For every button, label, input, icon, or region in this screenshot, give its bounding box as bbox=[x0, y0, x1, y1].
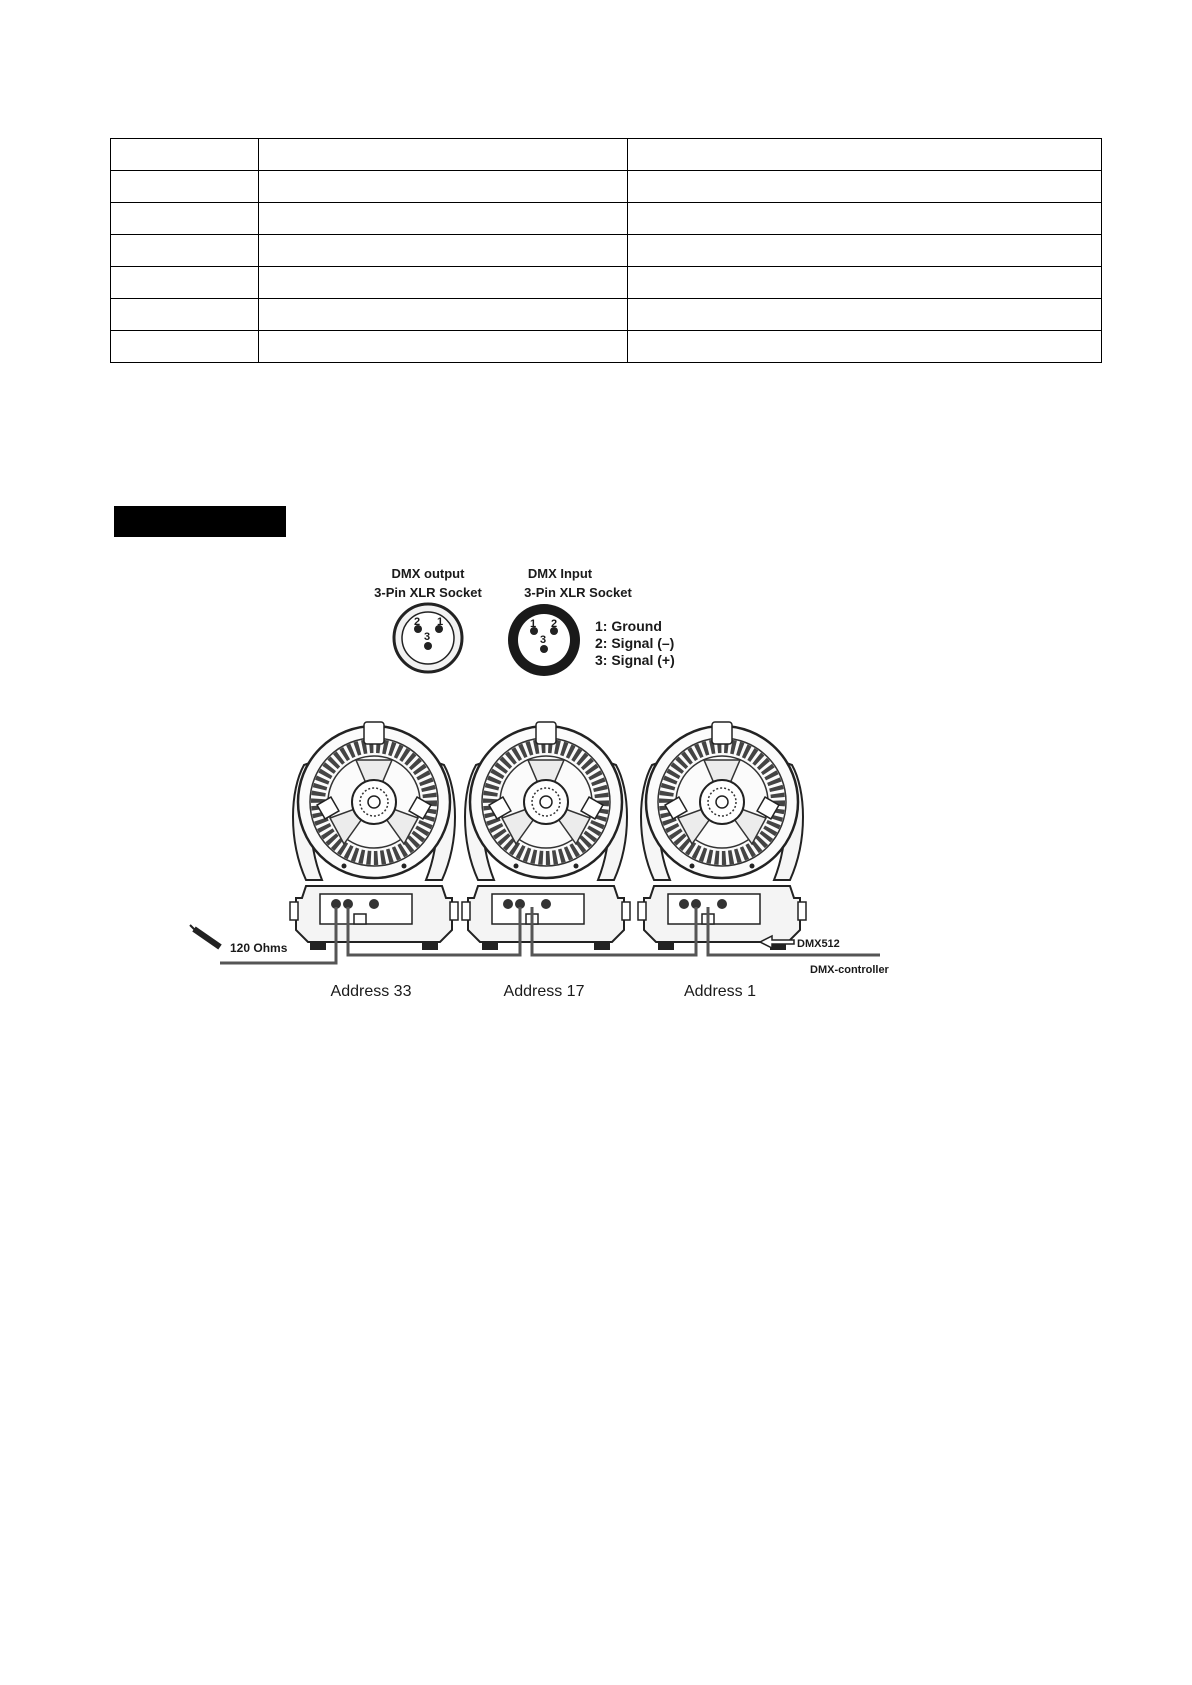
redacted-heading-bar bbox=[114, 506, 286, 537]
dmx-input-socket-icon bbox=[508, 604, 580, 676]
moving-head-fixture-1 bbox=[290, 722, 458, 950]
table-cell bbox=[628, 171, 1102, 203]
table-cell bbox=[258, 203, 628, 235]
terminator-plug-icon bbox=[190, 925, 220, 947]
dmx-input-label-line2: 3-Pin XLR Socket bbox=[524, 585, 632, 600]
dmx-output-pin-c: 3 bbox=[424, 631, 431, 643]
table-cell bbox=[258, 267, 628, 299]
dmx512-label: DMX512 bbox=[797, 938, 840, 950]
dmx-output-label-line1: DMX output bbox=[391, 566, 465, 581]
dmx-wiring-diagram bbox=[180, 555, 900, 1015]
dmx-output-pin-b: 1 bbox=[437, 616, 444, 628]
table-cell bbox=[258, 171, 628, 203]
moving-head-fixture-2 bbox=[462, 722, 630, 950]
table-cell bbox=[628, 299, 1102, 331]
table-cell bbox=[628, 267, 1102, 299]
table-cell bbox=[258, 235, 628, 267]
dmx-output-pin-a: 2 bbox=[414, 616, 421, 628]
pin-legend-signal-minus: 2: Signal (–) bbox=[595, 635, 675, 651]
table-cell bbox=[258, 299, 628, 331]
table-row bbox=[111, 235, 1102, 267]
table-cell bbox=[111, 299, 259, 331]
table-row bbox=[111, 171, 1102, 203]
data-table bbox=[110, 138, 1102, 363]
table-body bbox=[111, 139, 1102, 363]
dmx-input-label-line1: DMX Input bbox=[527, 566, 593, 581]
table-cell bbox=[111, 267, 259, 299]
terminator-label: 120 Ohms bbox=[230, 941, 288, 955]
table-row bbox=[111, 299, 1102, 331]
pin-legend-signal-plus: 3: Signal (+) bbox=[595, 652, 675, 668]
table-cell bbox=[628, 235, 1102, 267]
dmx-input-pin-c: 3 bbox=[540, 634, 547, 646]
table-cell bbox=[111, 139, 259, 171]
table-cell bbox=[111, 235, 259, 267]
dmx-input-pin-b: 2 bbox=[551, 618, 558, 630]
table-cell bbox=[111, 171, 259, 203]
table-cell bbox=[258, 331, 628, 363]
moving-head-fixture-3 bbox=[638, 722, 806, 950]
dmx-output-socket-icon bbox=[394, 604, 462, 672]
table-row bbox=[111, 331, 1102, 363]
address-label-fixture-2: Address 17 bbox=[503, 983, 585, 1000]
table-row bbox=[111, 203, 1102, 235]
address-label-fixture-1: Address 33 bbox=[330, 983, 412, 1000]
table-cell bbox=[111, 203, 259, 235]
table-row bbox=[111, 267, 1102, 299]
table-cell bbox=[628, 203, 1102, 235]
pin-legend-ground: 1: Ground bbox=[595, 618, 662, 634]
address-label-fixture-3: Address 1 bbox=[683, 983, 757, 1000]
table-cell bbox=[258, 139, 628, 171]
table-row bbox=[111, 139, 1102, 171]
dmx-controller-label: DMX-controller bbox=[810, 964, 889, 976]
table-cell bbox=[628, 331, 1102, 363]
dmx-input-pin-a: 1 bbox=[530, 618, 537, 630]
dmx-output-label-line2: 3-Pin XLR Socket bbox=[374, 585, 482, 600]
table-cell bbox=[628, 139, 1102, 171]
table-cell bbox=[111, 331, 259, 363]
